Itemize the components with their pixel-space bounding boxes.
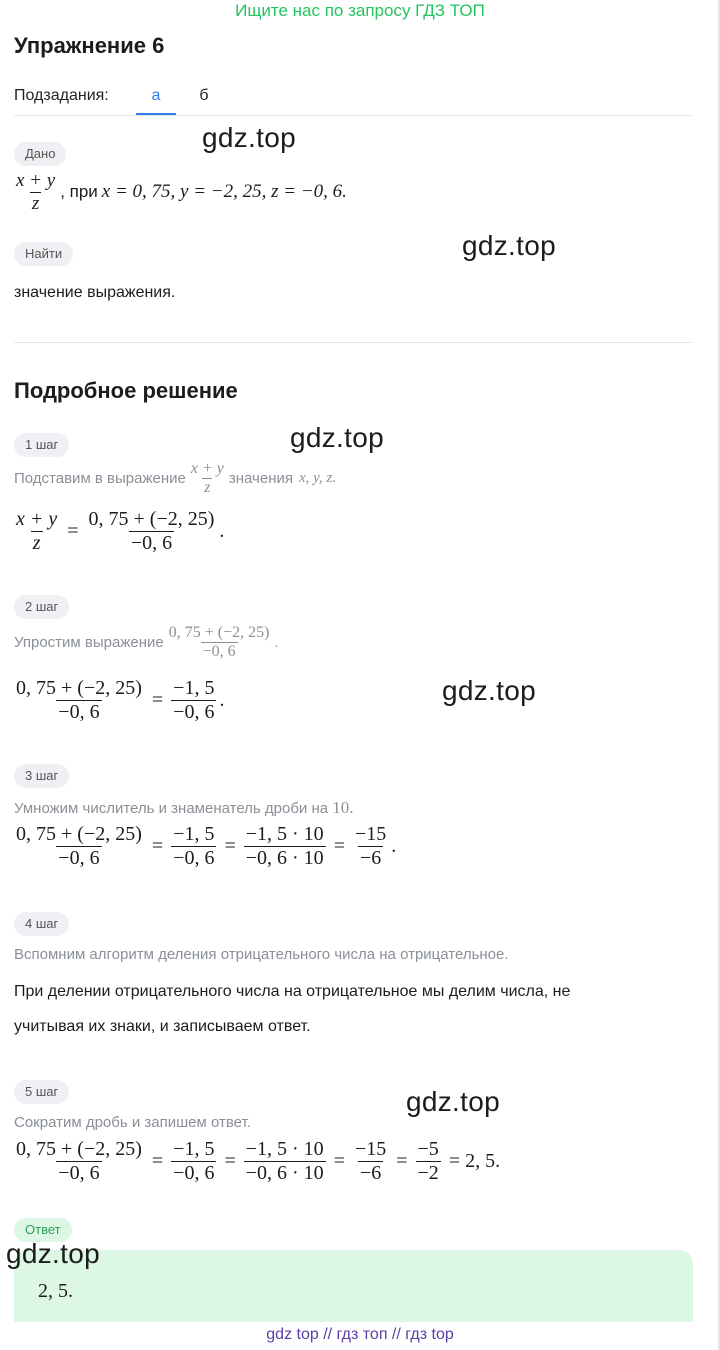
- step-3-badge: 3 шаг: [14, 764, 69, 788]
- step-5-equation: $\frac{0, 75 + (-2, 25)}{-0, 6}$ = $\frac{-1, 5}{-0, 6}$ = $\frac{-1, 5 \cdot 10}{-0, 6 \cdot 10}$ = $\frac{-15}{-6}$ = $\frac{-5}{-2}$ = 2, 5.: [16, 1138, 501, 1184]
- watermark: gdz.top: [442, 675, 536, 706]
- step-1-description: [14, 460, 336, 498]
- search-banner: Ищите нас по запросу ГДЗ ТОП: [235, 1, 485, 20]
- given-expression: [14, 170, 347, 215]
- watermark: gdz.top: [290, 422, 384, 453]
- frac-den: −2: [417, 1162, 439, 1184]
- given-conditions: x = 0, 75, y = −2, 25, z = −0, 6.: [101, 181, 347, 203]
- given-badge: Дано: [14, 142, 66, 166]
- watermark: gdz.top: [202, 122, 296, 153]
- frac-num: −15: [354, 1138, 387, 1160]
- step-1-suffix: значения: [228, 470, 293, 488]
- step-1-badge: 1 шаг: [14, 433, 69, 457]
- frac-num: −1, 5: [173, 823, 215, 845]
- subtasks-label: Подзадания:: [14, 87, 109, 104]
- given-prefix: , при: [60, 182, 98, 202]
- answer-badge: Ответ: [14, 1218, 72, 1242]
- frac-num: 0, 75 + (−2, 25): [88, 508, 215, 530]
- frac-den: −0, 6: [130, 532, 173, 554]
- step-2-badge: 2 шаг: [14, 595, 69, 619]
- frac-den: −0, 6: [173, 701, 215, 723]
- step-5-badge: 5 шаг: [14, 1080, 69, 1104]
- frac-num: −15: [354, 823, 387, 845]
- solution-title: Подробное решение: [14, 378, 238, 403]
- frac-den: −0, 6: [58, 701, 100, 723]
- frac-den: −0, 6: [173, 847, 215, 869]
- frac-num: 0, 75 + (−2, 25): [16, 1138, 142, 1160]
- given-numerator: x + y: [16, 170, 56, 191]
- step-1-text: Подставим в выражение: [14, 470, 186, 488]
- find-text: значение выражения.: [14, 284, 176, 301]
- frac-num: −5: [417, 1138, 439, 1160]
- frac-den: −0, 6: [202, 643, 236, 661]
- step-5-description: Сократим дробь и запишем ответ.: [14, 1114, 251, 1131]
- frac-num: −1, 5 · 10: [245, 1138, 324, 1160]
- frac-num: 0, 75 + (−2, 25): [16, 823, 142, 845]
- find-badge: Найти: [14, 242, 73, 266]
- step-2-description: Упростим выражение $\frac{0, 75 + (-2, 25)}{-0, 6}$ .: [14, 624, 279, 661]
- tabs-divider: [14, 115, 692, 116]
- step-1-frac-den: z: [204, 479, 211, 497]
- step-1-vars: x, y, z.: [299, 470, 337, 487]
- page-title: Упражнение 6: [14, 33, 165, 58]
- frac-den: −0, 6: [173, 1162, 215, 1184]
- watermark: gdz.top: [6, 1238, 100, 1269]
- step-3-equation: $\frac{0, 75 + (-2, 25)}{-0, 6}$ = $\frac{-1, 5}{-0, 6}$ = $\frac{-1, 5 \cdot 10}{-0, 6 \cdot 10}$ = $\frac{-15}{-6}$ .: [16, 823, 397, 869]
- step-4-description: Вспомним алгоритм деления отрицательного числа на отрицательное.: [14, 946, 509, 963]
- frac-num: 0, 75 + (−2, 25): [168, 624, 270, 641]
- frac-den: −6: [359, 1162, 382, 1184]
- given-denominator: z: [31, 192, 40, 214]
- step-3-number: 10.: [332, 798, 354, 817]
- answer-box: [14, 1250, 693, 1322]
- watermark: gdz.top: [406, 1086, 500, 1117]
- step-1-frac-num: x + y: [190, 460, 224, 477]
- frac-den: z: [32, 532, 41, 554]
- footer-links: gdz top // гдз топ // гдз top: [266, 1326, 454, 1343]
- step-2-text: Упростим выражение: [14, 634, 164, 652]
- step-2-equation: $\frac{0, 75 + (-2, 25)}{-0, 6}$ = $\frac{-1, 5}{-0, 6}$ .: [16, 677, 225, 723]
- frac-num: 0, 75 + (−2, 25): [16, 677, 142, 699]
- step-4-rule-line-1: При делении отрицательного числа на отрицательное мы делим числа, не: [14, 983, 571, 1000]
- frac-num: −1, 5: [173, 677, 215, 699]
- step-5-result: 2, 5.: [465, 1150, 501, 1172]
- frac-num: x + y: [16, 508, 58, 530]
- step-1-equation: $\frac{x + y}{z}$ = $\frac{0, 75 + (-2, 25)}{-0, 6}$ .: [16, 508, 225, 554]
- tab-subtask-a[interactable]: а: [151, 87, 161, 104]
- frac-num: −1, 5 · 10: [245, 823, 324, 845]
- frac-den: −0, 6 · 10: [245, 1162, 324, 1184]
- frac-num: −1, 5: [173, 1138, 215, 1160]
- step-4-badge: 4 шаг: [14, 912, 69, 936]
- frac-den: −0, 6: [58, 847, 100, 869]
- watermark: gdz.top: [462, 230, 556, 261]
- tab-subtask-b[interactable]: б: [199, 87, 209, 104]
- step-3-description: [14, 798, 354, 818]
- frac-den: −6: [359, 847, 382, 869]
- section-divider: [14, 342, 692, 343]
- answer-value: 2, 5.: [38, 1280, 73, 1302]
- frac-den: −0, 6 · 10: [245, 847, 324, 869]
- frac-den: −0, 6: [58, 1162, 100, 1184]
- step-3-text: Умножим числитель и знаменатель дроби на: [14, 800, 329, 817]
- step-4-rule-line-2: учитывая их знаки, и записываем ответ.: [14, 1018, 311, 1035]
